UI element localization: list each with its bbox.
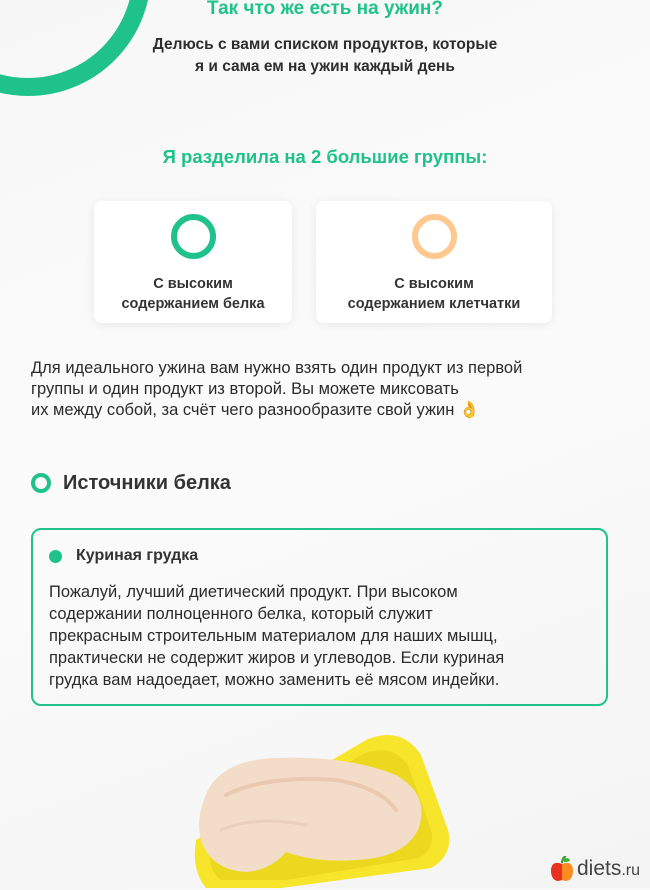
intro-paragraph <box>31 358 631 421</box>
bullet-dot-icon <box>49 550 62 563</box>
description-line: прекрасным строительным материалом для наших мышц, <box>49 627 498 645</box>
logo-text <box>577 857 640 881</box>
product-name: Куриная грудка <box>76 547 199 564</box>
group-card-label <box>94 274 292 314</box>
subtitle-line: Делюсь с вами списком продуктов, которые <box>152 36 498 53</box>
group-card-protein <box>94 201 292 323</box>
logo-name: diets <box>576 857 622 880</box>
ok-hand-icon: 👌 <box>458 401 480 419</box>
intro-line-text: их между собой, за счёт чего разнообразите свой ужин <box>31 401 455 419</box>
section-ring-icon <box>31 473 51 493</box>
description-line: содержании полноценного белка, который служит <box>49 605 433 623</box>
orange-ring-icon <box>412 214 457 259</box>
description-line: Пожалуй, лучший диетический продукт. При высоком <box>49 583 458 601</box>
product-header <box>49 547 198 565</box>
subtitle-line: я и сама ем на ужин каждый день <box>195 58 455 75</box>
diets-logo[interactable] <box>550 856 640 882</box>
intro-line <box>31 400 631 421</box>
description-line: практически не содержит жиров и углеводов. Если куриная <box>49 649 505 667</box>
chicken-breast-image <box>186 720 456 890</box>
logo-tld: .ru <box>621 862 640 879</box>
group-card-fiber <box>316 201 552 323</box>
apple-logo-icon <box>550 856 574 882</box>
product-card <box>31 528 608 706</box>
intro-line: Для идеального ужина вам нужно взять один продукт из первой <box>31 359 523 377</box>
page-subtitle <box>0 34 650 78</box>
card-label-line: содержанием клетчатки <box>347 296 521 312</box>
card-label-line: С высоким <box>153 276 233 292</box>
card-label-line: содержанием белка <box>121 296 265 312</box>
intro-line: группы и один продукт из второй. Вы можете миксовать <box>31 380 459 398</box>
card-label-line: С высоким <box>394 276 474 292</box>
section-header <box>31 470 231 496</box>
groups-heading: Я разделила на 2 большие группы: <box>162 146 488 167</box>
group-card-label <box>316 274 552 314</box>
product-description <box>49 581 599 691</box>
page-title: Так что же есть на ужин? <box>206 0 444 19</box>
section-title: Источники белка <box>63 471 231 494</box>
green-ring-icon <box>171 214 216 259</box>
description-line: грудка вам надоедает, можно заменить её мясом индейки. <box>49 671 500 689</box>
